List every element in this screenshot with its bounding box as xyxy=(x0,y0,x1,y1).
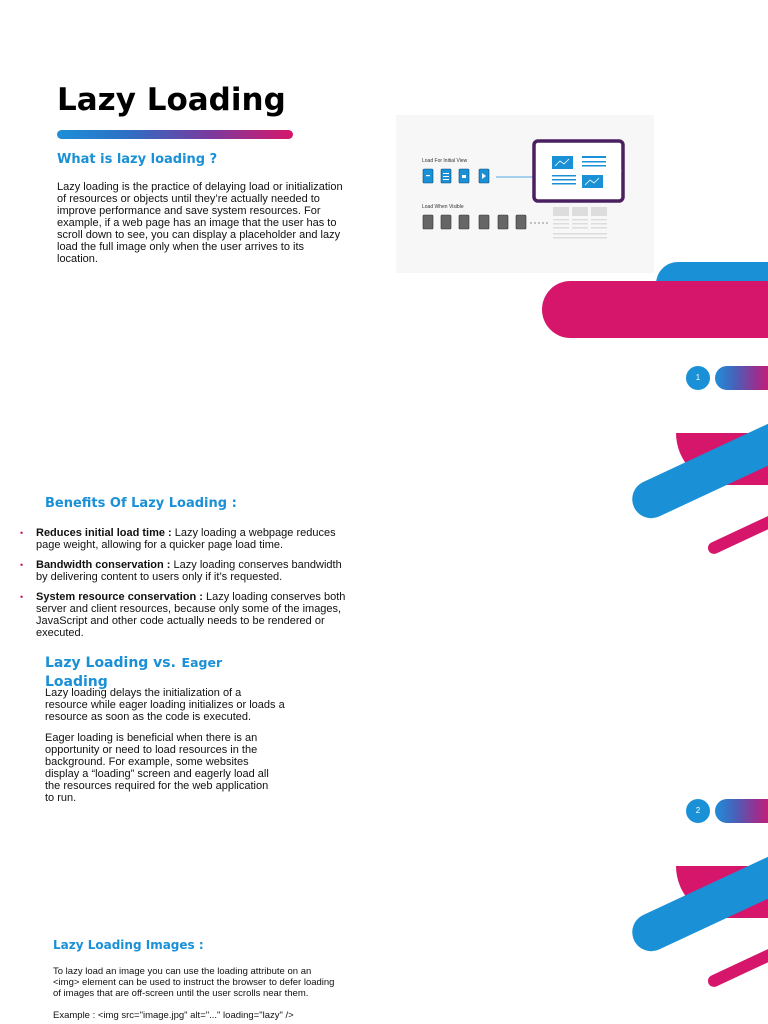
benefits-list xyxy=(22,527,352,647)
benefit-title: Bandwidth conservation : xyxy=(36,559,171,571)
benefit-text: Lazy loading conserves both server and client resources, because only some of the images, JavaScript and other code actually needs to be rendered or executed. xyxy=(36,591,346,639)
vs-paragraph-1: Lazy loading delays the initialization of a resource while eager loading initializes or loads a resource as soon as the code is executed. xyxy=(45,687,285,723)
decor-blue-diagonal-bar xyxy=(626,405,768,524)
page-indicator-bar-1 xyxy=(715,366,768,390)
benefit-title: Reduces initial load time : xyxy=(36,527,172,539)
intro-paragraph: Lazy loading is the practice of delaying load or initialization of resources or objects until they’re actually needed to improve performance and save system resources. For example, if a web page has an image that the user has to scroll down to see, you can display a placeholder and lazy load the full image only when the user arrives to its location. xyxy=(57,181,343,265)
heading-part-1: Lazy Loading vs. xyxy=(45,655,176,671)
benefit-title: System resource conservation : xyxy=(36,591,203,603)
lazy-vs-eager-heading xyxy=(45,653,275,691)
decor-magenta-diagonal-bar-2 xyxy=(706,940,768,989)
decor-magenta-diagonal-bar xyxy=(706,507,768,556)
lazy-loading-diagram xyxy=(396,115,654,273)
benefit-text: Lazy loading conserves bandwidth by delivering content to users only if it’s requested. xyxy=(36,559,342,583)
lazy-images-heading: Lazy Loading Images : xyxy=(53,938,204,952)
lazy-images-example: Example : <img src="image.jpg" alt="..." loading="lazy" /> xyxy=(53,1010,294,1021)
heading-part-3: Loading xyxy=(45,674,108,690)
decor-blue-diagonal-bar-2 xyxy=(626,838,768,957)
benefit-item xyxy=(22,559,352,583)
tablet-icon xyxy=(534,141,623,201)
label-when-visible: Load When Visible xyxy=(422,204,464,210)
deferred-file-icons xyxy=(423,215,526,229)
section-heading-what-is: What is lazy loading ? xyxy=(57,152,218,167)
slide-title: Lazy Loading xyxy=(57,82,286,118)
heading-part-2: Eager xyxy=(181,655,223,670)
page-number-1: 1 xyxy=(686,366,710,390)
vs-paragraph-2: Eager loading is beneficial when there is an opportunity or need to load resources in the background. For example, some websites display a “loading” screen and eagerly load all the resources required for the web application to run. xyxy=(45,732,269,804)
page-indicator-bar-2 xyxy=(715,799,768,823)
label-initial-view: Load For Initial View xyxy=(422,158,468,164)
page-number-2: 2 xyxy=(686,799,710,823)
initial-file-icons xyxy=(423,169,489,183)
bullet-dot: • xyxy=(20,560,24,570)
title-underline-bar xyxy=(57,130,293,139)
bullet-dot: • xyxy=(20,528,24,538)
benefits-heading: Benefits Of Lazy Loading : xyxy=(45,496,237,511)
decor-magenta-pill xyxy=(542,281,768,338)
benefit-item xyxy=(22,527,352,551)
bullet-dot: • xyxy=(20,592,24,602)
benefit-item xyxy=(22,591,352,639)
placeholder-panels xyxy=(553,207,607,239)
benefit-text: Lazy loading a webpage reduces page weight, allowing for a quicker page load time. xyxy=(36,527,336,551)
lazy-images-paragraph: To lazy load an image you can use the loading attribute on an <img> element can be used to instruct the browser to defer loading of images that are off-screen until the user scrolls near them. xyxy=(53,966,335,999)
diagram-graphic xyxy=(396,115,654,273)
